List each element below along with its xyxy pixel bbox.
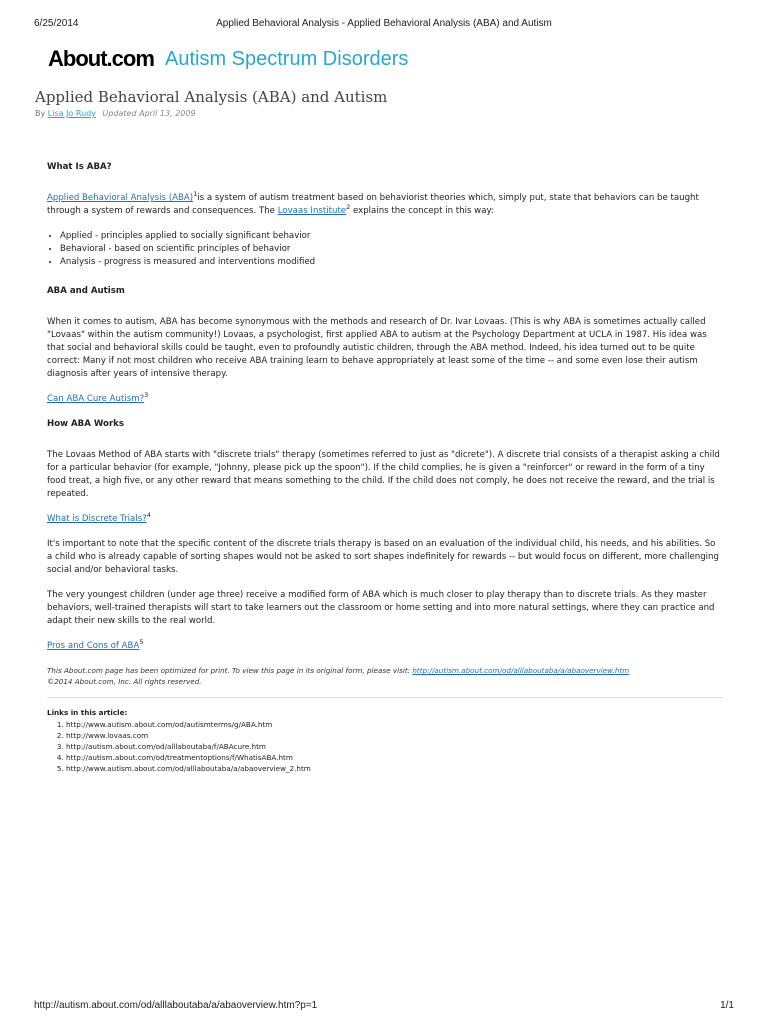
updated-date: Updated April 13, 2009 (102, 109, 196, 118)
site-brand (48, 46, 408, 76)
footnote-3: 3 (144, 391, 149, 400)
paragraph-youngest-children: The very youngest children (under age three) receive a modified form of ABA which is much closer to play therapy than to discrete trials. As they master behaviors, well-trained therapists will start to take learners out the classroom or home setting and into more natural settings, where they can practice and adapt their new skills to the real world. (47, 590, 715, 626)
text-aba-definition: is a system of autism treatment based on behaviorist theories which, simply put, state that behaviors can be taught through a system of rewards and consequences. The (47, 193, 699, 216)
footer-url: http://autism.about.com/od/alllaboutaba/a/abaoverview.htm?p=1 (34, 1000, 318, 1011)
print-footer (34, 1000, 734, 1014)
text-explains-concept: explains the concept in this way: (352, 206, 494, 216)
related-link-discrete-trials (47, 513, 723, 526)
footnote-5: 5 (139, 638, 144, 647)
list-item: • Behavioral - based on scientific principles of behavior (60, 243, 723, 256)
heading-how-aba-works: How ABA Works (47, 419, 125, 429)
link-what-is-discrete-trials[interactable]: What is Discrete Trials? (47, 514, 147, 524)
print-note (47, 665, 723, 687)
paragraph-individual-content: It's important to note that the specific content of the discrete trials therapy is based on an evaluation of the individual child, his needs, and his abilities. So a child who is already capable of sorting shapes would not be asked to sort shapes indefinitely for rewards -- but would focus on different, more challenging social and/or behavioral tasks. (47, 539, 719, 575)
footnote-1: 1 (193, 190, 198, 199)
link-lovaas-institute[interactable]: Lovaas Institute (277, 206, 347, 216)
divider (47, 697, 723, 698)
list-item: 2. http://www.lovaas.com (66, 730, 723, 741)
print-note-text: This About.com page has been optimized for print. To view this page in its original form, please visit: (47, 666, 411, 675)
aba-principles-list (47, 230, 723, 269)
links-title: Links in this article: (47, 708, 128, 717)
print-date: 6/25/2014 (34, 18, 79, 29)
paragraph-what-is-aba (47, 192, 723, 218)
byline (35, 109, 196, 118)
footnote-2: 2 (346, 203, 351, 212)
related-link-cure (47, 393, 723, 406)
related-link-pros-cons (47, 640, 723, 653)
article-body (47, 161, 723, 774)
list-item: • Analysis - progress is measured and interventions modified (60, 256, 723, 269)
author-link[interactable]: Lisa Jo Rudy (47, 109, 96, 118)
links-list (47, 719, 723, 774)
list-item: 4. http://autism.about.com/od/treatmentoptions/f/WhatisABA.htm (66, 752, 723, 763)
link-aba-definition[interactable]: Applied Behavioral Analysis (ABA) (47, 193, 194, 203)
by-label: By (35, 109, 46, 118)
link-pros-and-cons[interactable]: Pros and Cons of ABA (47, 641, 140, 651)
footnote-4: 4 (146, 511, 151, 520)
list-item: 1. http://www.autism.about.com/od/autismterms/g/ABA.htm (66, 719, 723, 730)
heading-what-is-aba: What Is ABA? (47, 162, 112, 172)
copyright: ©2014 About.com, Inc. All rights reserved. (47, 677, 202, 686)
article-title: Applied Behavioral Analysis (ABA) and Autism (35, 88, 388, 106)
paragraph-discrete-trials: The Lovaas Method of ABA starts with "discrete trials" therapy (sometimes referred to just as "dicrete"). A discrete trial consists of a therapist asking a child for a particular behavior (for example, "Johnny, please pick up the spoon"). If the child complies, he is given a "reinforcer" or reward in the form of a tiny food treat, a high five, or any other reward that means something to the child. If the child does not comply, he does not receive the reward, and the trial is repeated. (47, 450, 720, 499)
paragraph-aba-and-autism: When it comes to autism, ABA has become synonymous with the methods and research of Dr. Ivar Lovaas. (This is why ABA is sometimes actually called "Lovaas" within the autism community!) Lovaas, a psychologist, first applied ABA to autism at the Psychology Department at UCLA in 1987. His idea was that social and behavioral skills could be taught, even to profoundly autistic children, through the ABA method. Indeed, his idea turned out to be quite correct: Many if not most children who receive ABA training learn to behave appropriately at least some of the time -- and some even lose their autism diagnosis after years of intensive therapy. (47, 317, 707, 379)
page-number: 1/1 (720, 1000, 734, 1011)
original-page-link[interactable]: http://autism.about.com/od/alllaboutaba/a/abaoverview.htm (412, 666, 630, 675)
list-item: 5. http://www.autism.about.com/od/alllaboutaba/a/abaoverview_2.htm (66, 763, 723, 774)
list-item: 3. http://autism.about.com/od/alllaboutaba/f/ABAcure.htm (66, 741, 723, 752)
print-page-title: Applied Behavioral Analysis - Applied Behavioral Analysis (ABA) and Autism (216, 18, 552, 29)
link-can-aba-cure-autism[interactable]: Can ABA Cure Autism? (47, 394, 145, 404)
list-item: • Applied - principles applied to socially significant behavior (60, 230, 723, 243)
site-section-name[interactable]: Autism Spectrum Disorders (164, 47, 409, 70)
heading-aba-and-autism: ABA and Autism (47, 286, 125, 296)
about-logo[interactable]: About.com (48, 46, 154, 71)
